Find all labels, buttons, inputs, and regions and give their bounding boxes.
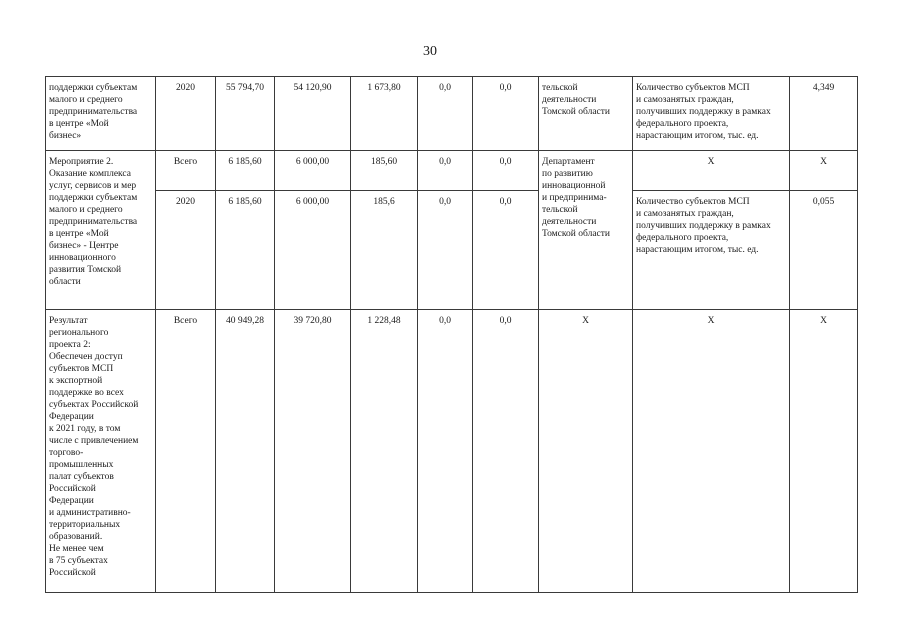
federal-budget-cell: 6 000,00	[275, 191, 351, 310]
year-cell: Всего	[156, 151, 216, 191]
page-number: 30	[423, 44, 437, 59]
activity-name-cell: Мероприятие 2. Оказание комплекса услуг, сервисов и мер поддержки субъектам малого и среднего предпринимательства в центре «Мой бизнес» - Центре инновационного развития Томской области	[46, 151, 156, 310]
year-cell: Всего	[156, 310, 216, 593]
regional-budget-cell: 185,6	[351, 191, 418, 310]
regional-budget-cell: 1 228,48	[351, 310, 418, 593]
executor-cell: тельской деятельности Томской области	[539, 77, 633, 151]
federal-budget-cell: 54 120,90	[275, 77, 351, 151]
total-funding-cell: 6 185,60	[216, 191, 275, 310]
indicator-cell: Количество субъектов МСП и самозанятых граждан, получивших поддержку в рамках федерального проекта, нарастающим итогом, тыс. ед.	[633, 191, 790, 310]
table-row	[46, 77, 858, 151]
program-table	[45, 76, 858, 593]
indicator-value-cell: Х	[790, 310, 858, 593]
total-funding-cell: 6 185,60	[216, 151, 275, 191]
indicator-value-cell: 4,349	[790, 77, 858, 151]
activity-name-cell: поддержки субъектам малого и среднего предпринимательства в центре «Мой бизнес»	[46, 77, 156, 151]
table-row	[46, 151, 858, 191]
indicator-cell: Х	[633, 151, 790, 191]
other-sources-cell: 0,0	[473, 310, 539, 593]
local-budget-cell: 0,0	[418, 151, 473, 191]
table-row	[46, 310, 858, 593]
other-sources-cell: 0,0	[473, 77, 539, 151]
executor-cell: Департамент по развитию инновационной и предпринима- тельской деятельности Томской области	[539, 151, 633, 310]
other-sources-cell: 0,0	[473, 151, 539, 191]
indicator-value-cell: 0,055	[790, 191, 858, 310]
local-budget-cell: 0,0	[418, 310, 473, 593]
total-funding-cell: 55 794,70	[216, 77, 275, 151]
indicator-value-cell: Х	[790, 151, 858, 191]
federal-budget-cell: 39 720,80	[275, 310, 351, 593]
table-row	[46, 191, 858, 310]
indicator-cell: Количество субъектов МСП и самозанятых граждан, получивших поддержку в рамках федерального проекта, нарастающим итогом, тыс. ед.	[633, 77, 790, 151]
executor-cell: Х	[539, 310, 633, 593]
regional-budget-cell: 185,60	[351, 151, 418, 191]
regional-budget-cell: 1 673,80	[351, 77, 418, 151]
total-funding-cell: 40 949,28	[216, 310, 275, 593]
result-name-cell: Результат регионального проекта 2: Обеспечен доступ субъектов МСП к экспортной поддержке во всех субъектах Российской Федерации к 2021 году, в том числе с привлечением торгово- промышленных палат субъектов Российской Федерации и административно- территориальных образований. Не менее чем в 75 субъектах Российской	[46, 310, 156, 593]
local-budget-cell: 0,0	[418, 77, 473, 151]
other-sources-cell: 0,0	[473, 191, 539, 310]
year-cell: 2020	[156, 77, 216, 151]
local-budget-cell: 0,0	[418, 191, 473, 310]
federal-budget-cell: 6 000,00	[275, 151, 351, 191]
year-cell: 2020	[156, 191, 216, 310]
indicator-cell: Х	[633, 310, 790, 593]
